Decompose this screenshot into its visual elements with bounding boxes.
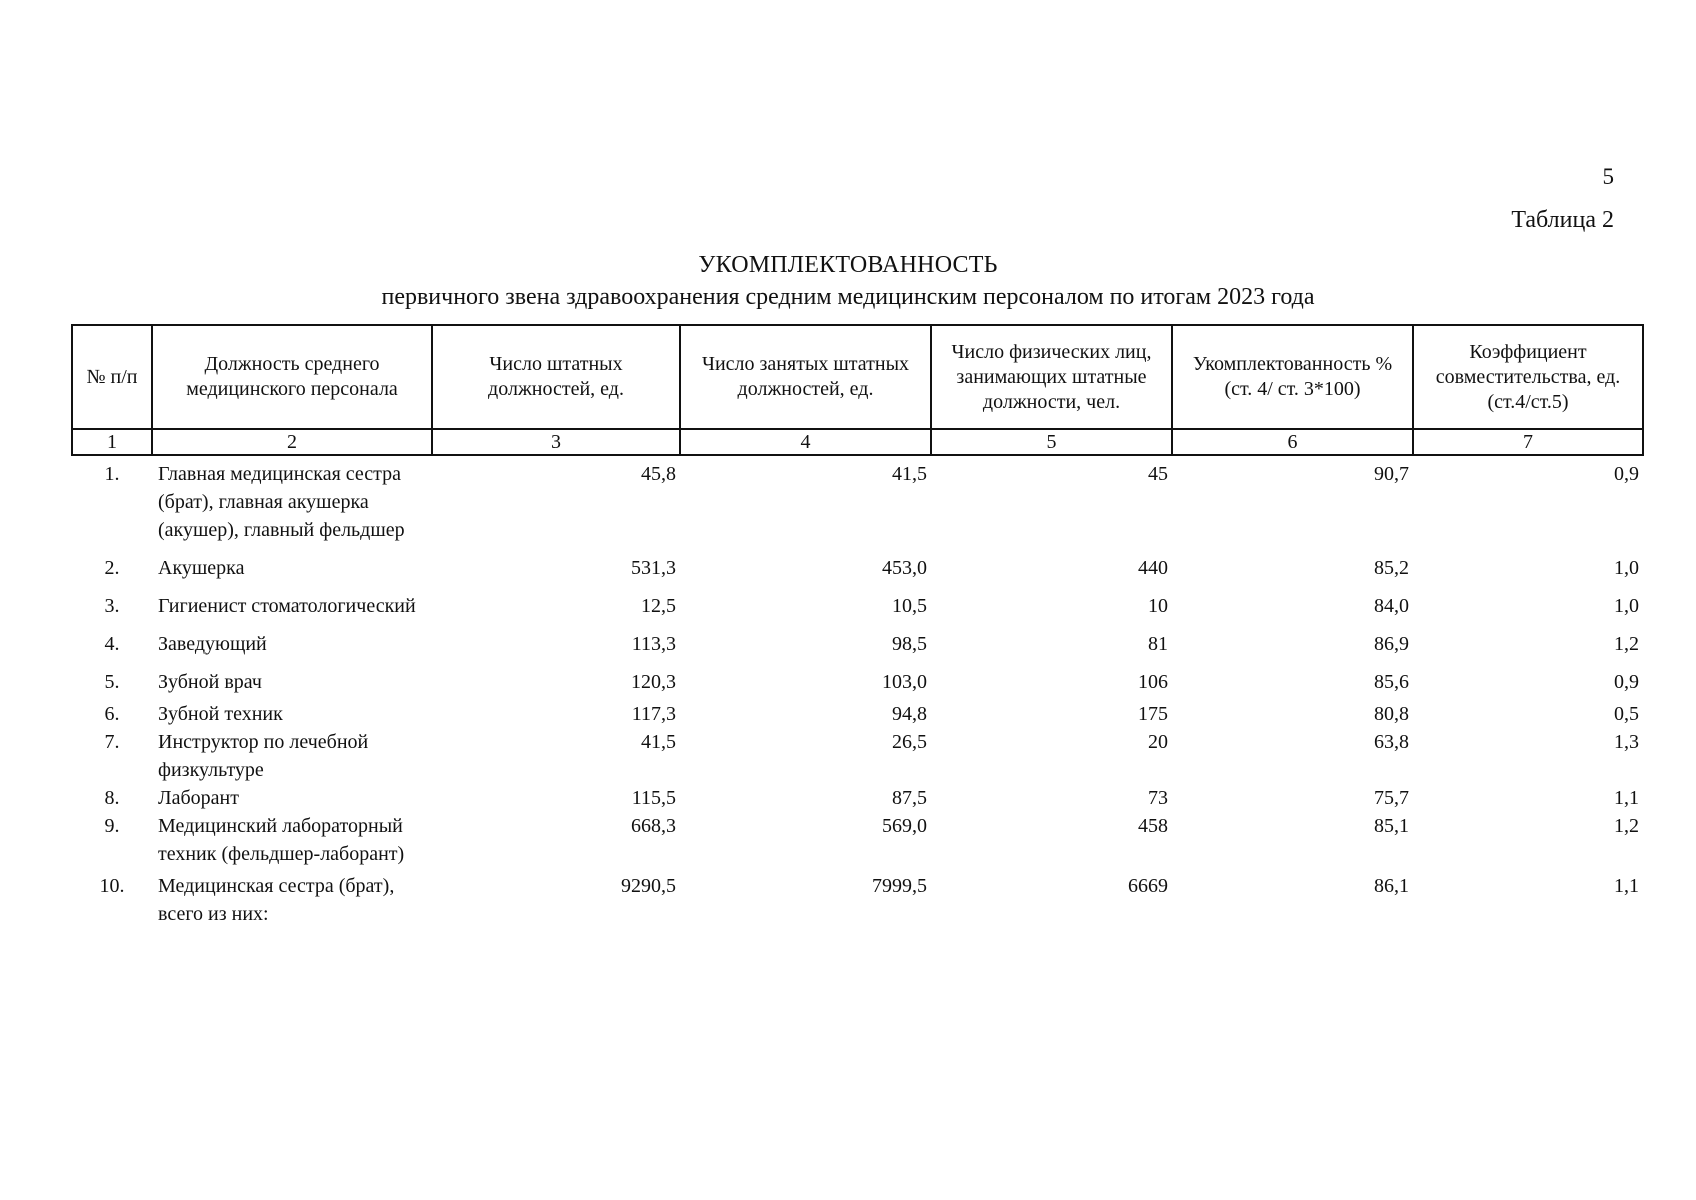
staff-positions: 117,3 [631,703,676,725]
document-subtitle: первичного звена здравоохранения средним медицинским персоналом по итогам 2023 года [381,284,1315,310]
staff-positions: 115,5 [631,787,676,809]
staff-positions: 12,5 [641,595,676,617]
combination-coefficient: 0,9 [1614,671,1639,693]
row-number: 1. [104,463,120,485]
physical-persons: 6669 [1128,875,1168,897]
header-cell: Коэффициент совместительства, ед. (ст.4/ст.5) [1413,325,1643,429]
physical-persons: 10 [1148,595,1168,617]
staff-positions: 531,3 [631,557,676,579]
column-number: 3 [432,429,680,455]
table-row [72,812,1643,868]
staffing-percent: 80,8 [1374,703,1409,725]
column-number-row [72,429,1643,455]
physical-persons: 458 [1138,815,1168,837]
staffing-table [71,324,1644,928]
occupied-positions: 569,0 [882,815,927,837]
header-cell: Число штатных должностей, ед. [432,325,680,429]
row-number: 10. [99,875,125,897]
staff-positions: 120,3 [631,671,676,693]
row-number: 4. [104,633,120,655]
table-row [72,658,1643,696]
position-name: Акушерка [158,557,245,579]
combination-coefficient: 1,1 [1614,875,1639,897]
combination-coefficient: 0,9 [1614,463,1639,485]
staffing-percent: 86,1 [1374,875,1409,897]
table-row [72,582,1643,620]
header-row [72,325,1643,429]
position-name: Заведующий [158,633,267,655]
staffing-percent: 85,2 [1374,557,1409,579]
physical-persons: 106 [1138,671,1168,693]
physical-persons: 20 [1148,731,1168,753]
occupied-positions: 41,5 [892,463,927,485]
combination-coefficient: 1,3 [1614,731,1639,753]
occupied-positions: 10,5 [892,595,927,617]
combination-coefficient: 0,5 [1614,703,1639,725]
table-row [72,620,1643,658]
document-title: УКОМПЛЕКТОВАННОСТЬ [698,252,998,278]
combination-coefficient: 1,2 [1614,815,1639,837]
position-name: Инструктор по лечебной физкультуре [158,731,369,781]
row-number: 3. [104,595,120,617]
combination-coefficient: 1,0 [1614,595,1639,617]
occupied-positions: 98,5 [892,633,927,655]
column-number: 5 [931,429,1172,455]
table-row [72,455,1643,544]
position-name: Гигиенист стоматологический [158,595,416,617]
position-name: Медицинская сестра (брат), всего из них: [158,875,395,925]
header-cell: Число занятых штатных должностей, ед. [680,325,931,429]
occupied-positions: 26,5 [892,731,927,753]
staff-positions: 113,3 [631,633,676,655]
row-number: 8. [104,787,120,809]
column-number: 2 [152,429,432,455]
staffing-percent: 75,7 [1374,787,1409,809]
staff-positions: 45,8 [641,463,676,485]
staffing-percent: 86,9 [1374,633,1409,655]
row-number: 5. [104,671,120,693]
staff-positions: 9290,5 [621,875,676,897]
column-number: 6 [1172,429,1413,455]
occupied-positions: 103,0 [882,671,927,693]
staffing-percent: 84,0 [1374,595,1409,617]
staff-positions: 668,3 [631,815,676,837]
staffing-percent: 63,8 [1374,731,1409,753]
physical-persons: 73 [1148,787,1168,809]
table-row [72,868,1643,928]
occupied-positions: 94,8 [892,703,927,725]
column-number: 4 [680,429,931,455]
combination-coefficient: 1,2 [1614,633,1639,655]
table-row [72,784,1643,812]
physical-persons: 175 [1138,703,1168,725]
table-row [72,544,1643,582]
row-number: 9. [104,815,120,837]
position-name: Главная медицинская сестра (брат), главная акушерка (акушер), главный фельдшер [158,463,405,541]
header-cell: № п/п [72,325,152,429]
column-number: 1 [72,429,152,455]
position-name: Зубной техник [158,703,283,725]
occupied-positions: 453,0 [882,557,927,579]
row-number: 2. [104,557,120,579]
column-number: 7 [1413,429,1643,455]
staffing-percent: 90,7 [1374,463,1409,485]
header-cell: Должность среднего медицинского персонала [152,325,432,429]
table-row [72,696,1643,728]
table-row [72,728,1643,784]
header-cell: Укомплектованность % (ст. 4/ ст. 3*100) [1172,325,1413,429]
row-number: 7. [104,731,120,753]
physical-persons: 45 [1148,463,1168,485]
combination-coefficient: 1,0 [1614,557,1639,579]
staff-positions: 41,5 [641,731,676,753]
header-cell: Число физических лиц, занимающих штатные должности, чел. [931,325,1172,429]
page-number: 5 [1602,164,1614,189]
occupied-positions: 7999,5 [872,875,927,897]
physical-persons: 440 [1138,557,1168,579]
occupied-positions: 87,5 [892,787,927,809]
table-label: Таблица 2 [1511,207,1614,233]
position-name: Медицинский лабораторный техник (фельдшер-лаборант) [158,815,405,865]
physical-persons: 81 [1148,633,1168,655]
staffing-percent: 85,6 [1374,671,1409,693]
combination-coefficient: 1,1 [1614,787,1639,809]
row-number: 6. [104,703,120,725]
staffing-percent: 85,1 [1374,815,1409,837]
position-name: Лаборант [158,787,239,809]
position-name: Зубной врач [158,671,262,693]
